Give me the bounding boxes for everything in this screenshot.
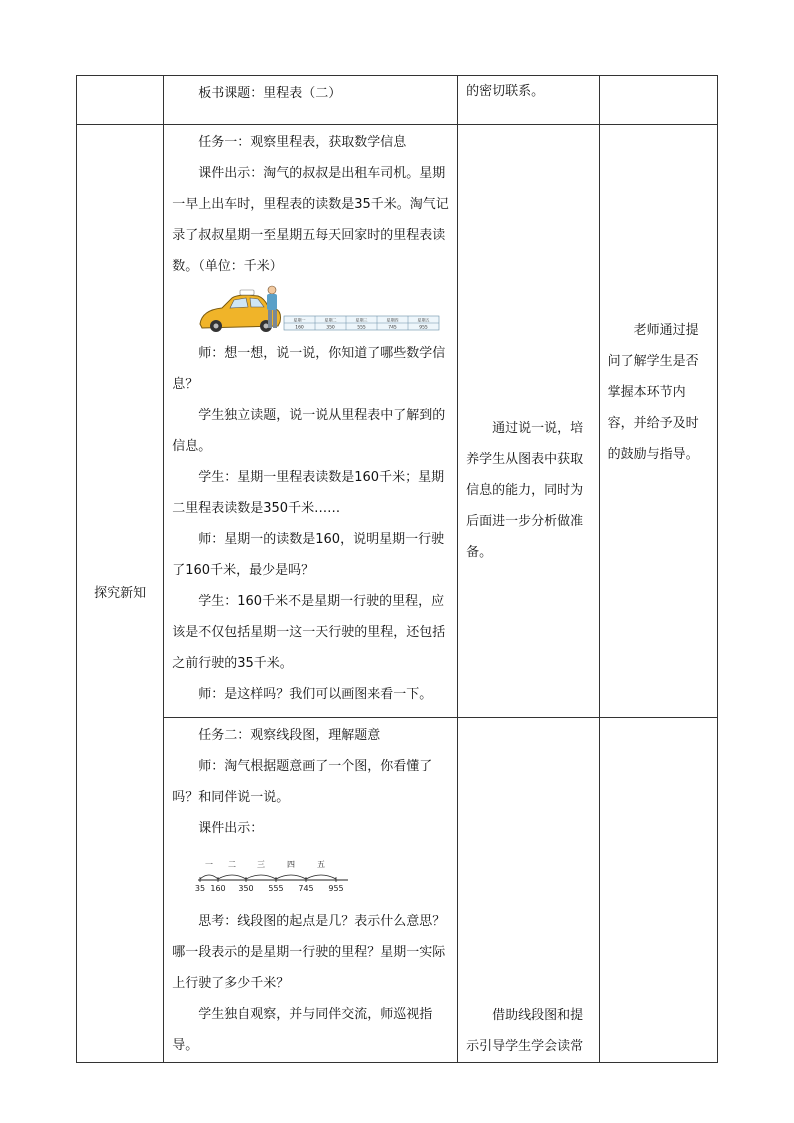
mini-table-value: 160 (295, 325, 305, 331)
day-label: 二 (228, 860, 237, 869)
evaluation-text: 老师通过提问了解学生是否掌握本环节内容，并给予及时的鼓励与指导。 (607, 323, 699, 462)
odometer-mark-label: 555 (268, 884, 284, 893)
taxi-odometer-figure (196, 284, 446, 336)
segment-brace (246, 875, 276, 879)
task-one-heading: 任务一：观察里程表，获取数学信息 (198, 135, 407, 150)
courseware-label: 课件出示： (198, 821, 264, 836)
odometer-mark-label: 35 (195, 884, 206, 893)
odometer-mini-table (284, 316, 439, 330)
segment-brace (306, 875, 336, 879)
student-reading: 学生独立读题，说一说从里程表中了解到的信息。 (172, 408, 446, 454)
lesson-plan-table (76, 75, 718, 1063)
content-cell (164, 125, 458, 718)
mini-table-value: 350 (326, 325, 336, 331)
driver-figure (267, 286, 277, 328)
courseware-text: 课件出示：淘气的叔叔是出租车司机。星期一早上出车时，里程表的读数是35千米。淘气记录了叔叔星期一至星期五每天回家时的里程表读数。（单位：千米） (172, 166, 449, 274)
content-cell (164, 718, 458, 1063)
thinking-question: 思考：线段图的起点是几？表示什么意思？哪一段表示的是星期一行驶的里程？星期一实际上行驶了多少千米？ (172, 914, 446, 991)
segment-brace (200, 875, 218, 879)
student-answer: 学生：星期一里程表读数是160千米；星期二里程表读数是350千米…… (172, 470, 445, 516)
teacher-question: 师：想一想，说一说，你知道了哪些数学信息？ (172, 346, 446, 392)
table-row (77, 718, 718, 1063)
line-segment-diagram (196, 850, 451, 900)
board-title: 板书课题：里程表（二） (198, 86, 342, 101)
table-row (77, 125, 718, 718)
taxi-illustration (196, 284, 451, 336)
student-explanation: 学生：160千米不是星期一行驶的里程，应该是不仅包括星期一这一天行驶的里程，还包括之前行驶的35千米。 (172, 594, 446, 671)
content-cell (164, 76, 458, 125)
day-label: 一 (205, 860, 214, 869)
mini-table-value: 745 (388, 325, 398, 331)
teacher-draw: 师：是这样吗？我们可以画图来看一下。 (198, 687, 433, 702)
day-label: 三 (257, 860, 266, 869)
design-intent-cell (458, 125, 599, 718)
mini-table-header: 星期三 (355, 317, 368, 323)
day-label: 五 (317, 860, 326, 869)
teacher-followup: 师：星期一的读数是160，说明星期一行驶了160千米，最少是吗？ (172, 532, 445, 578)
design-intent-text: 的密切联系。 (466, 84, 545, 99)
segment-brace (276, 875, 306, 879)
design-intent-text: 借助线段图和提示引导学生学会读常 (466, 1008, 584, 1054)
day-label: 四 (287, 860, 296, 869)
evaluation-cell (599, 125, 717, 718)
label-cell (77, 76, 164, 125)
odometer-mark-label: 160 (210, 884, 226, 893)
mini-table-value: 955 (419, 325, 429, 331)
odometer-mark-label: 745 (298, 884, 314, 893)
segment-brace (218, 875, 246, 879)
mini-table-header: 星期五 (417, 317, 430, 323)
evaluation-cell (599, 718, 717, 1063)
odometer-mark-label: 955 (328, 884, 344, 893)
table-row (77, 76, 718, 125)
teacher-prompt: 师：淘气根据题意画了一个图，你看懂了吗？和同伴说一说。 (172, 759, 433, 805)
mini-table-value: 555 (357, 325, 367, 331)
task-two-heading: 任务二：观察线段图，理解题意 (198, 728, 381, 743)
design-intent-text: 通过说一说，培养学生从图表中获取信息的能力，同时为后面进一步分析做准备。 (466, 421, 584, 560)
mini-table-header: 星期一 (293, 317, 306, 323)
student-activity: 学生独自观察，并与同伴交流，师巡视指导。 (172, 1007, 433, 1053)
design-intent-cell (458, 76, 599, 125)
odometer-mark-label: 350 (238, 884, 254, 893)
evaluation-cell (599, 76, 717, 125)
mini-table-header: 星期二 (324, 317, 337, 323)
design-intent-cell (458, 718, 599, 1063)
mini-table-header: 星期四 (386, 317, 399, 323)
line-segment-figure (196, 850, 366, 900)
section-label: 探究新知 (77, 125, 164, 1063)
